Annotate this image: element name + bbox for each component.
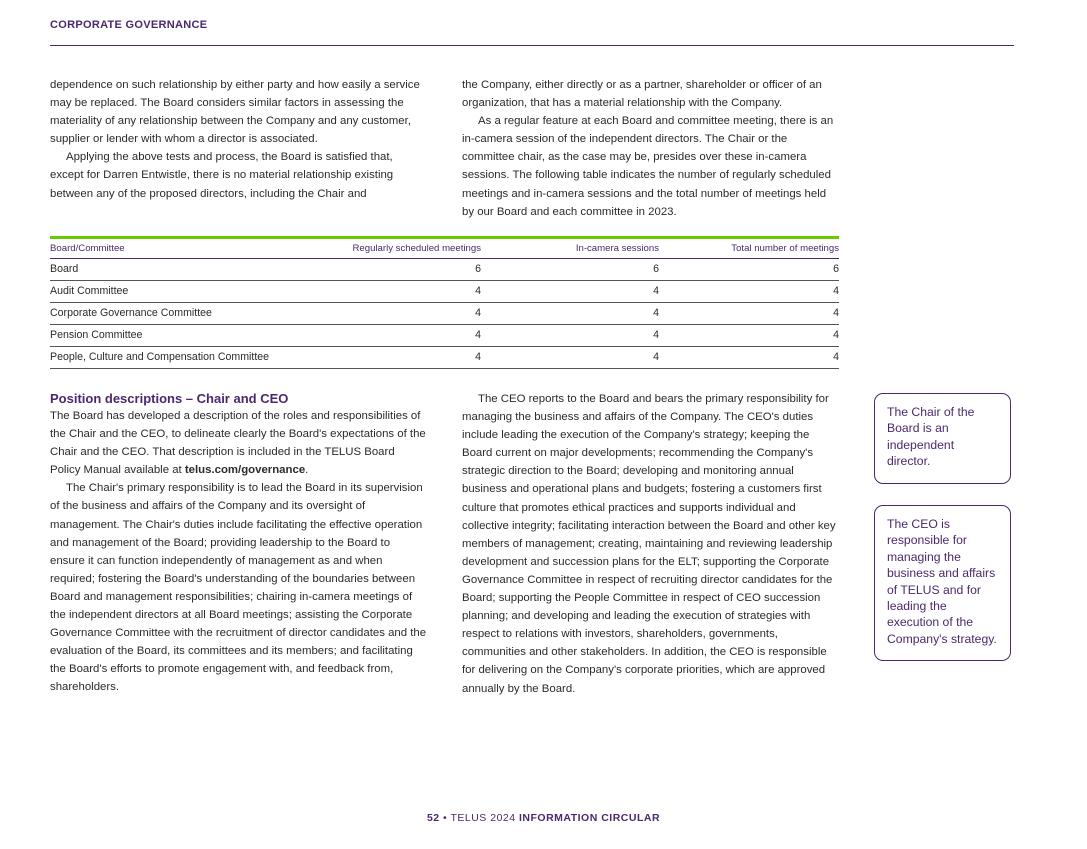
table-row: [50, 280, 839, 302]
paragraph: As a regular feature at each Board and committee meeting, there is an in-camera session of the independent directors. The Chair or the committee chair, as the case may be, presides over these in-camera sessions. The following table indicates the number of regularly scheduled meetings and in-camera sessions and the total number of meetings held by our Board and each committee in 2023.: [462, 115, 834, 218]
table-cell: 4: [659, 324, 839, 346]
table-row: [50, 302, 839, 324]
callout-chair: The Chair of the Board is an independent director.: [874, 393, 1011, 484]
column-header: Board/Committee: [50, 239, 350, 258]
section-heading: Position descriptions – Chair and CEO: [50, 391, 289, 406]
footer-company-year: TELUS 2024: [450, 812, 516, 824]
paragraph: [50, 407, 428, 479]
table-cell: People, Culture and Compensation Committee: [50, 346, 350, 368]
table-cell: 6: [350, 258, 481, 280]
column-header: Total number of meetings: [659, 239, 839, 258]
header-rule: [50, 45, 1014, 46]
table-header-row: [50, 239, 839, 258]
table-cell: 4: [659, 302, 839, 324]
paragraph: The Chair's primary responsibility is to lead the Board in its supervision of the business and affairs of the Company and its oversight of management. The Chair's duties include facilitating the effective operation and management of the Board; providing leadership to the Board to ensure it can function independently of management as and when required; fostering the Board's understanding of the boundaries between Board and management responsibilities; chairing in-camera meetings of the independent directors at all Board meetings; assisting the Corporate Governance Committee with the recruitment of director candidates and the evaluation of the Board, its committees and its members; and facilitating the Board's efforts to promote engagement with, and feedback from, shareholders.: [50, 482, 427, 694]
table-cell: 4: [481, 324, 659, 346]
table-cell: 4: [350, 302, 481, 324]
table-cell: Board: [50, 258, 350, 280]
table-row: [50, 258, 839, 280]
table-cell: 4: [659, 280, 839, 302]
meetings-table: [50, 239, 839, 369]
paragraph: Applying the above tests and process, the Board is satisfied that, except for Darren Entwistle, there is no material relationship existing between any of the proposed directors, including the Chair and: [50, 151, 394, 200]
paragraph-text: The Board has developed a description of the roles and responsibilities of the Chair and the CEO, to delineate clearly the Board's expectations of the Chair and the CEO. That description is included in the TELUS Board Policy Manual available at: [50, 410, 426, 477]
table-cell: 6: [481, 258, 659, 280]
top-right-column: [462, 76, 840, 221]
paragraph: dependence on such relationship by either party and how easily a service may be replaced. The Board considers similar factors in assessing the materiality of any relationship between the Company and any customer, supplier or lender with whom a director is associated.: [50, 79, 420, 146]
footer-separator: •: [443, 812, 448, 824]
table-row: [50, 324, 839, 346]
callout-ceo: The CEO is responsible for managing the business and affairs of TELUS and for leading the execution of the Company's strategy.: [874, 505, 1011, 661]
paragraph-text: .: [305, 464, 309, 477]
page-footer: [0, 812, 1087, 824]
table-cell: 4: [481, 280, 659, 302]
column-header: Regularly scheduled meetings: [350, 239, 481, 258]
column-header: In-camera sessions: [481, 239, 659, 258]
table-cell: Audit Committee: [50, 280, 350, 302]
bottom-left-column: [50, 390, 428, 697]
paragraph: the Company, either directly or as a partner, shareholder or officer of an organization, that has a material relationship with the Company.: [462, 79, 822, 110]
table-cell: 4: [481, 346, 659, 368]
table-cell: 4: [659, 346, 839, 368]
table-cell: Pension Committee: [50, 324, 350, 346]
table-cell: 4: [350, 346, 481, 368]
table-cell: 6: [659, 258, 839, 280]
bottom-right-column: [462, 390, 840, 698]
table-row: [50, 346, 839, 368]
paragraph: The CEO reports to the Board and bears the primary responsibility for managing the business and affairs of the Company. The CEO's duties include leading the execution of the Company's strategy; keeping the Board current on major developments; recommending the Company's strategic direction to the Board; developing and monitoring annual business and operational plans and budgets; fostering a customers first culture that promotes ethical practices and supports individual and collective integrity; facilitating interaction between the Board and other key members of management; creating, maintaining and reviewing leadership development and succession plans for the ELT; supporting the Corporate Governance Committee in respect of recruiting director candidates for the Board; supporting the People Committee in respect of CEO succession planning; and developing and leading the execution of strategies with respect to relations with investors, shareholders, governments, communities and other stakeholders. In addition, the CEO is responsible for delivering on the Company's corporate priorities, which are approved annually by the Board.: [462, 393, 836, 695]
table-cell: 4: [350, 280, 481, 302]
section-label: CORPORATE GOVERNANCE: [50, 19, 208, 31]
table-cell: 4: [481, 302, 659, 324]
governance-link[interactable]: telus.com/governance: [184, 464, 306, 477]
top-left-column: [50, 76, 428, 203]
footer-doc-title: INFORMATION CIRCULAR: [519, 812, 661, 824]
table-cell: Corporate Governance Committee: [50, 302, 350, 324]
page-number: 52: [426, 812, 440, 824]
table-cell: 4: [350, 324, 481, 346]
